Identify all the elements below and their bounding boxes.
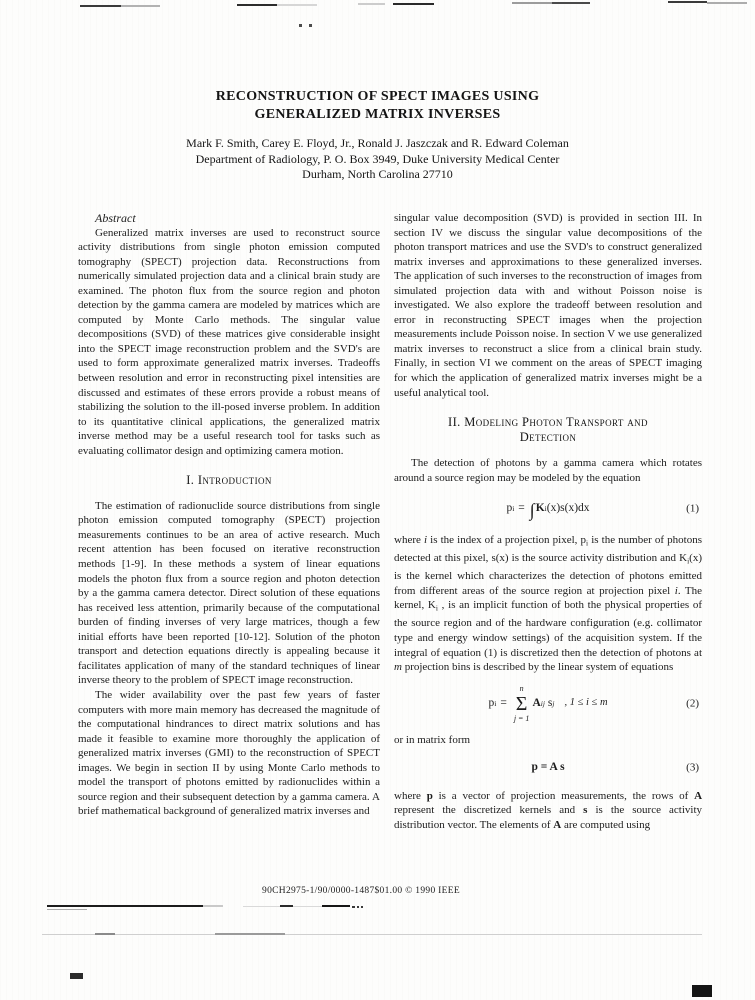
var-m: m [394, 661, 402, 674]
eq2-matrix-a: A [532, 696, 541, 709]
copyright-footer: 90CH2975-1/90/0000-1487$01.00 © 1990 IEEE [262, 886, 460, 896]
eq2-s-sub: j [552, 698, 555, 708]
section2-heading-line1: II. Modeling Photon Transport and [448, 415, 648, 430]
matrix-form-paragraph: or in matrix form [394, 733, 471, 746]
section-heading-introduction: I. Introduction [186, 473, 272, 488]
text-fragment: are computed using [561, 818, 651, 831]
summation-sign [514, 685, 530, 723]
sub-i: i [586, 538, 589, 548]
text-fragment: is the index of a projection pixel, p [427, 534, 586, 547]
text-fragment: . The kernel, K [394, 584, 702, 612]
scan-artifact-line [95, 933, 115, 935]
authors-line: Mark F. Smith, Carey E. Floyd, Jr., Ronald J. Jaszczak and R. Edward Coleman [186, 136, 569, 150]
equation-2 [394, 685, 702, 723]
eq1-lhs-sub: i [512, 504, 515, 514]
page-title-line2: GENERALIZED MATRIX INVERSES [254, 106, 501, 122]
text-fragment: projection bins is described by the linear system of equations [401, 661, 674, 674]
continuation-paragraph: singular value decomposition (SVD) is provided in section III. In section IV we discuss the singular value decompositions of the photon transport matrices and use the SVD's to construct generalized matrix inverses and approximations to these generalized inverses. The application of such inverses to the reconstruction of images from simulated projection data with and without Poisson noise is investigated. We also explore the tradeoff between resolution and error in reconstructing SPECT images when the projection measurements include Poisson noise. In section V we use generalized matrix inverses to reconstruct a slice from a clinical brain study. Finally, in section VI we comment on the areas of SPECT imaging for which the application of generalized matrix inverses might be a useful analytical tool. [394, 212, 702, 399]
sub-i: i [687, 556, 690, 566]
sub-i: i [435, 603, 438, 613]
equation-1-number: (1) [686, 502, 699, 515]
section2-heading-line2: Detection [519, 430, 577, 445]
byline-block [0, 136, 755, 183]
scan-artifact-line [668, 1, 707, 3]
intro-paragraph-1: The estimation of radionuclide source distributions from single photon emission computed tomography (SPECT) projection measurements continues to be an area of active research. Much recent attention has been focused on iterative reconstruction methods [1-9]. In these methods a system of linear equations models the photon flux from a source region and photon detection by a the gamma camera detector. Direct solution of these equations has received less attention, primarily because of the computational burden of finding inverses of very large matrices, though a few initial efforts have been reported [10-12]. Solution of the photon transport and detection equations directly is appealing because it facilitates application of many of the standard techniques of linear inverse theory to the problem of SPECT image reconstruction. [78, 499, 380, 687]
matrix-a: A [694, 789, 703, 802]
scan-artifact-line [47, 909, 87, 910]
equation-2-body [488, 685, 607, 723]
text-fragment: where [394, 534, 424, 547]
scan-artifact-line [47, 905, 203, 907]
eq2-equals: = [500, 696, 507, 709]
final-paragraph [394, 789, 702, 833]
scan-artifact-line [237, 4, 277, 6]
scan-artifact-mark [692, 985, 712, 997]
eq1-rest: (x)s(x)dx [546, 502, 590, 515]
section-heading-modeling [394, 415, 702, 445]
vector-s: s [583, 804, 588, 817]
text-fragment: where [394, 789, 427, 802]
scan-artifact-line [552, 2, 590, 4]
equation-1 [394, 500, 702, 521]
sigma-glyph: Σ [515, 692, 528, 715]
text-fragment: represent the discretized kernels and [394, 804, 584, 817]
scan-artifact-line [203, 905, 223, 907]
eq2-lhs-sub: i [494, 698, 497, 708]
text-fragment: is a vector of projection measurements, the rows of [432, 789, 695, 802]
integral-sign: ∫ [529, 500, 535, 521]
detection-paragraph: The detection of photons by a gamma camera which rotates around a source region may be modeled by the equation [394, 457, 702, 484]
vector-p: p [426, 789, 433, 802]
where-paragraph [394, 533, 702, 674]
scan-artifact-line [293, 906, 322, 907]
eq2-condition: , 1 ≤ i ≤ m [564, 697, 608, 709]
scan-artifact-dot [299, 24, 302, 27]
matrix-a: A [553, 818, 562, 831]
scan-artifact-dot [361, 906, 363, 908]
scan-artifact-line [121, 5, 160, 7]
scan-artifact-line [215, 933, 285, 935]
eq1-kernel: K [535, 502, 545, 515]
scan-artifact-line [42, 934, 702, 935]
scan-artifact-mark [70, 973, 83, 979]
equation-3-number: (3) [686, 761, 699, 774]
eq2-lhs: p [488, 696, 495, 709]
scan-artifact-dot [309, 24, 312, 27]
affiliation-line: Department of Radiology, P. O. Box 3949, Duke University Medical Center [195, 151, 560, 166]
page-title-line1: RECONSTRUCTION OF SPECT IMAGES USING [215, 89, 540, 104]
eq1-lhs: p [506, 502, 513, 515]
scan-artifact-line [358, 3, 385, 5]
text-fragment: is the source activity distribution vector. The elements of [394, 804, 702, 831]
equation-1-body [506, 500, 590, 521]
scan-artifact-line [80, 5, 121, 7]
eq2-a-sub: ij [540, 698, 545, 708]
text-fragment: , is an implicit function of both the physical properties of the source region and of the hardware configuration (e.g. collimator type and energy window settings) of the acquisition system. If the integral of equation (1) is discretized then the detection of photons at [394, 599, 702, 659]
var-i: i [423, 534, 428, 547]
abstract-paragraph: Generalized matrix inverses are used to reconstruct source activity distributions from single photon emission computed tomography (SPECT) projection data. Reconstructions from numerically simulated projection data and a clinical brain study are examined. The photon flux from the source region and photon detection by the gamma camera are modeled by matrices which are computed by Monte Carlo methods. The singular value decompositions (SVD) of these matrices give considerable insight into the SPECT image reconstruction problem and the SVD's are used to form approximate generalized matrix inverses. Tradeoffs between resolution and error in reconstructing pixel intensities are discussed and estimates of these errors provide a robust means of stabilizing the solution to the ill-posed inverse problem. In addition to its quantitative clinical applications, the generalized matrix inverse method may be a useful research tool for tasks such as evaluating collimator design and optimizing camera motion. [78, 226, 380, 457]
scan-artifact-line [512, 2, 552, 4]
scan-artifact-line [277, 4, 317, 6]
location-line: Durham, North Carolina 27710 [302, 167, 453, 181]
equation-3 [394, 762, 702, 774]
eq1-kernel-sub: i [544, 504, 547, 514]
two-column-body [78, 211, 702, 832]
intro-paragraph-2: The wider availability over the past few years of faster computers with more main memory has decreased the magnitude of the computational hindrances to direct matrix solutions and has made it feasible to examine more thoroughly the application of generalized matrix inverses (GMI) to the reconstruction of SPECT images. We begin in section II by using Monte Carlo methods to model the transport of photons emitted by radionuclides within a source region and their subsequent detection by a gamma camera. A brief mathematical background of generalized matrix inverses and [78, 688, 380, 818]
text-fragment: is the number of photons detected at this pixel, s(x) is the source activity distribution and K [394, 534, 702, 565]
eq1-equals: = [518, 502, 525, 515]
right-column [394, 211, 702, 832]
scan-artifact-line [243, 906, 280, 907]
scan-artifact-line [322, 905, 350, 907]
scan-artifact-dot [352, 906, 355, 908]
abstract-heading: Abstract [95, 211, 136, 225]
scan-artifact-line [280, 905, 293, 907]
equation-3-body: p = A s [531, 761, 565, 774]
sum-lower-limit: j = 1 [513, 713, 530, 723]
text-fragment: (x) is the kernel which characterizes the detection of photons emitted from different areas of the source region at projection pixel [394, 552, 702, 597]
title-block [0, 88, 755, 183]
equation-2-number: (2) [686, 697, 699, 710]
scan-artifact-dot [357, 906, 359, 908]
eq2-s: s [547, 696, 553, 709]
sum-upper-limit: n [519, 683, 524, 693]
scan-artifact-line [393, 3, 434, 5]
left-column [78, 211, 380, 832]
scan-artifact-line [707, 2, 747, 4]
var-i: i [674, 584, 678, 597]
